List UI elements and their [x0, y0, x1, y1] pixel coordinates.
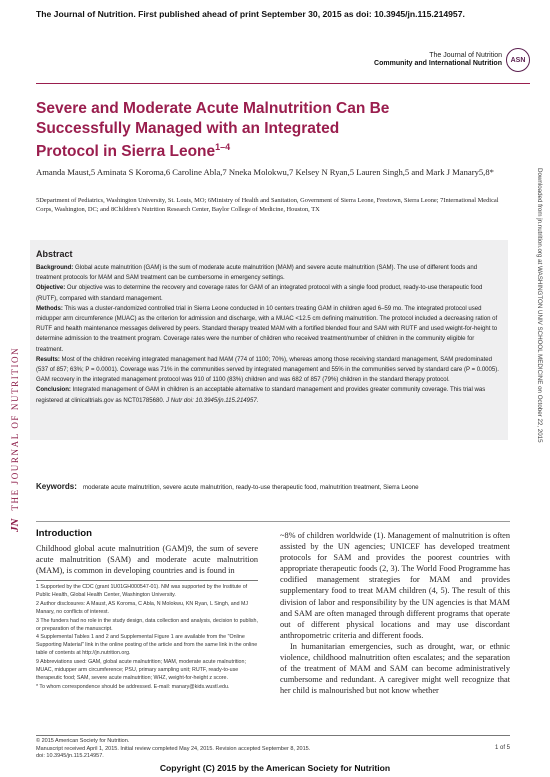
abstract-citation: J Nutr doi: 10.3945/jn.115.214957. [166, 397, 259, 404]
abstract-objective: Objective: Our objective was to determine the recovery and coverage rates for GAM of an integrated protocol with a single food product, ready-to-use therapeutic food (RUTF), compared with standard management. [36, 285, 483, 302]
footer-received: Manuscript received April 1, 2015. Initial review completed May 24, 2015. Revision accepted September 8, 2015. [36, 745, 311, 752]
footnote: 1 Supported by the CDC (grant 1U01GH000547-01). NM was supported by the Institute of Public Health, Global Health Center, Washington University. [36, 584, 248, 598]
article-title [36, 99, 446, 162]
abstract-results: Results: Most of the children receiving integrated management had MAM (774 of 1100; 70%), whereas among those receiving standard management, SAM predominated (537 of 857; 63%; P = 0.0001). Coverage was 71% in the communities served by integrated management and 55% in the communities served by standard care (P = 0.0005). GAM recovery in the integrated management protocol was 910 of 1100 (83%) children and was 682 of 857 (79%) children in the standard therapy protocol. [36, 356, 499, 384]
title-line-1: Severe and Moderate Acute Malnutrition Can Be [36, 100, 390, 117]
footnote: 2 Author disclosures: A Maust, AS Koroma, C Abla, N Molokwu, KN Ryan, L Singh, and MJ Manary, no conflicts of interest. [36, 600, 249, 615]
footnote: * To whom correspondence should be addressed. E-mail: manary@kids.wustl.edu. [36, 683, 230, 690]
abstract-conclusion: Conclusion: Integrated management of GAM in children is an acceptable alternative to standard management and provides greater community coverage. This trial was registered at clinicaltrials.gov as NCT01785680. J Nutr doi: 10.3945/jn.115.214957. [36, 387, 486, 404]
abstract-heading: Abstract [36, 249, 73, 259]
intro-paragraph: ~8% of children worldwide (1). Management of malnutrition is often assisted by the UN agencies; UNICEF has developed treatment protocols for SAM and provides the poorest countries with appropriate therapeutic foods (2, 3). The World Food Programme has codified management strategies for MAM and provides supplementary food to treat MAM children (4, 5). The result of this division of labor and responsibility by the UN agencies is that MAM and SAM are often managed through different programs that operate out of different physical locations and may use discordant anthropometric criteria and different foods. [280, 531, 510, 640]
asn-logo: ASN [506, 48, 530, 72]
footnotes [36, 580, 258, 693]
footnote: 9 Abbreviations used: GAM, global acute malnutrition; MAM, moderate acute malnutrition; MUAC, midupper arm circumference; PSU, primary sampling unit; RUTF, ready-to-use therapeutic food; SAM, severe acute malnutrition; WHZ, weight-for-height z score. [36, 659, 246, 681]
journal-section: Community and International Nutrition [374, 60, 502, 67]
jn-logo-mark: JN [9, 518, 21, 532]
topline: The Journal of Nutrition. First published ahead of print September 30, 2015 as doi: 10.3945/jn.115.214957. [36, 9, 465, 19]
intro-right-column [280, 530, 510, 696]
title-footnote-marks: 1–4 [215, 142, 231, 152]
footer-rule [36, 735, 510, 736]
intro-paragraph: In humanitarian emergencies, such as drought, war, or ethnic violence, childhood malnutrition often escalates; and the separation of the treatment of MAM and SAM can become administratively cumbersome and redundant. A caregiver might well recognize that her child is malnourished but not know whether [280, 641, 510, 696]
download-note-text: Downloaded from jn.nutrition.org at WASHINGTON UNIV SCHOOL MEDICINE on October 22, 2015 [536, 168, 543, 443]
download-note [535, 168, 544, 588]
intro-heading: Introduction [36, 528, 92, 539]
author-list: Amanda Maust,5 Aminata S Koroma,6 Caroline Abla,7 Nneka Molokwu,7 Kelsey N Ryan,5 Lauren Singh,5 and Mark J Manary5,8* [36, 167, 494, 177]
intro-left-column: Childhood global acute malnutrition (GAM)9, the sum of severe acute malnutrition (SAM) and moderate acute malnutrition (MAM), is common in developing countries and is found in [36, 544, 258, 576]
journal-name: The Journal of Nutrition [429, 52, 502, 59]
side-journal-logo [4, 292, 22, 532]
keywords-rule [36, 521, 510, 522]
title-line-2: Successfully Managed with an Integrated [36, 119, 340, 137]
title-line-3: Protocol in Sierra Leone$^{1-4}$ [36, 142, 231, 161]
abstract-methods: Methods: This was a cluster-randomized controlled trial in Sierra Leone conducted in 10 centers treating GAM in children aged 6–59 mo. The integrated protocol used midupper arm circumference (MUAC) as the criterion for admission and discharge, with a MUAC <12.5 cm defining malnutrition. The protocol included a decreasing ration of RUTF and health maintenance messages delivered by peers. Standard therapy treated MAM with a fortified blended flour and SAM with RUTF and used weight-for-height to determine admission to the treatment program. Coverage rates were the number of children who received treatment/number of children in the community eligible for treatment. [36, 305, 498, 353]
affiliations: 5Department of Pediatrics, Washington University, St. Louis, MO; 6Ministry of Health and Sanitation, Government of Sierra Leone, Freetown, Sierra Leone; 7International Medical Corps, Washington, DC; and 8Children's Nutrition Research Center, Baylor College of Medicine, Houston, TX [36, 197, 499, 213]
footer-info [36, 738, 416, 761]
abstract-body [36, 263, 502, 406]
footer-society: © 2015 American Society for Nutrition. [36, 738, 130, 744]
keywords [36, 482, 506, 494]
abstract-background: Background: Global acute malnutrition (GAM) is the sum of moderate acute malnutrition (MAM) and severe acute malnutrition (SAM). The use of different foods and treatment protocols for MAM and SAM treatment can be cumbersome in emergency settings. [36, 265, 478, 282]
side-journal-name: THE JOURNAL OF NUTRITION [10, 346, 20, 511]
header-rule [36, 83, 530, 84]
journal-header [374, 52, 502, 67]
footer-doi: doi: 10.3945/jn.115.214957. [36, 753, 104, 760]
keywords-text: moderate acute malnutrition, severe acute malnutrition, ready-to-use therapeutic food, malnutrition treatment, Sierra Leone [82, 484, 419, 491]
footnote: 4 Supplemental Tables 1 and 2 and Supplemental Figure 1 are available from the "Online Supporting Material" link in the online posting of the article and from the same link in the online table of contents at http://jn.nutrition.org. [36, 634, 258, 657]
copyright-line: Copyright (C) 2015 by the American Society for Nutrition [159, 763, 391, 773]
footnote: 3 The funders had no role in the study design, data collection and analysis, decision to publish, or preparation of the manuscript. [36, 617, 258, 632]
page-number: 1 of 5 [494, 745, 510, 751]
keywords-label: Keywords: [36, 482, 77, 491]
